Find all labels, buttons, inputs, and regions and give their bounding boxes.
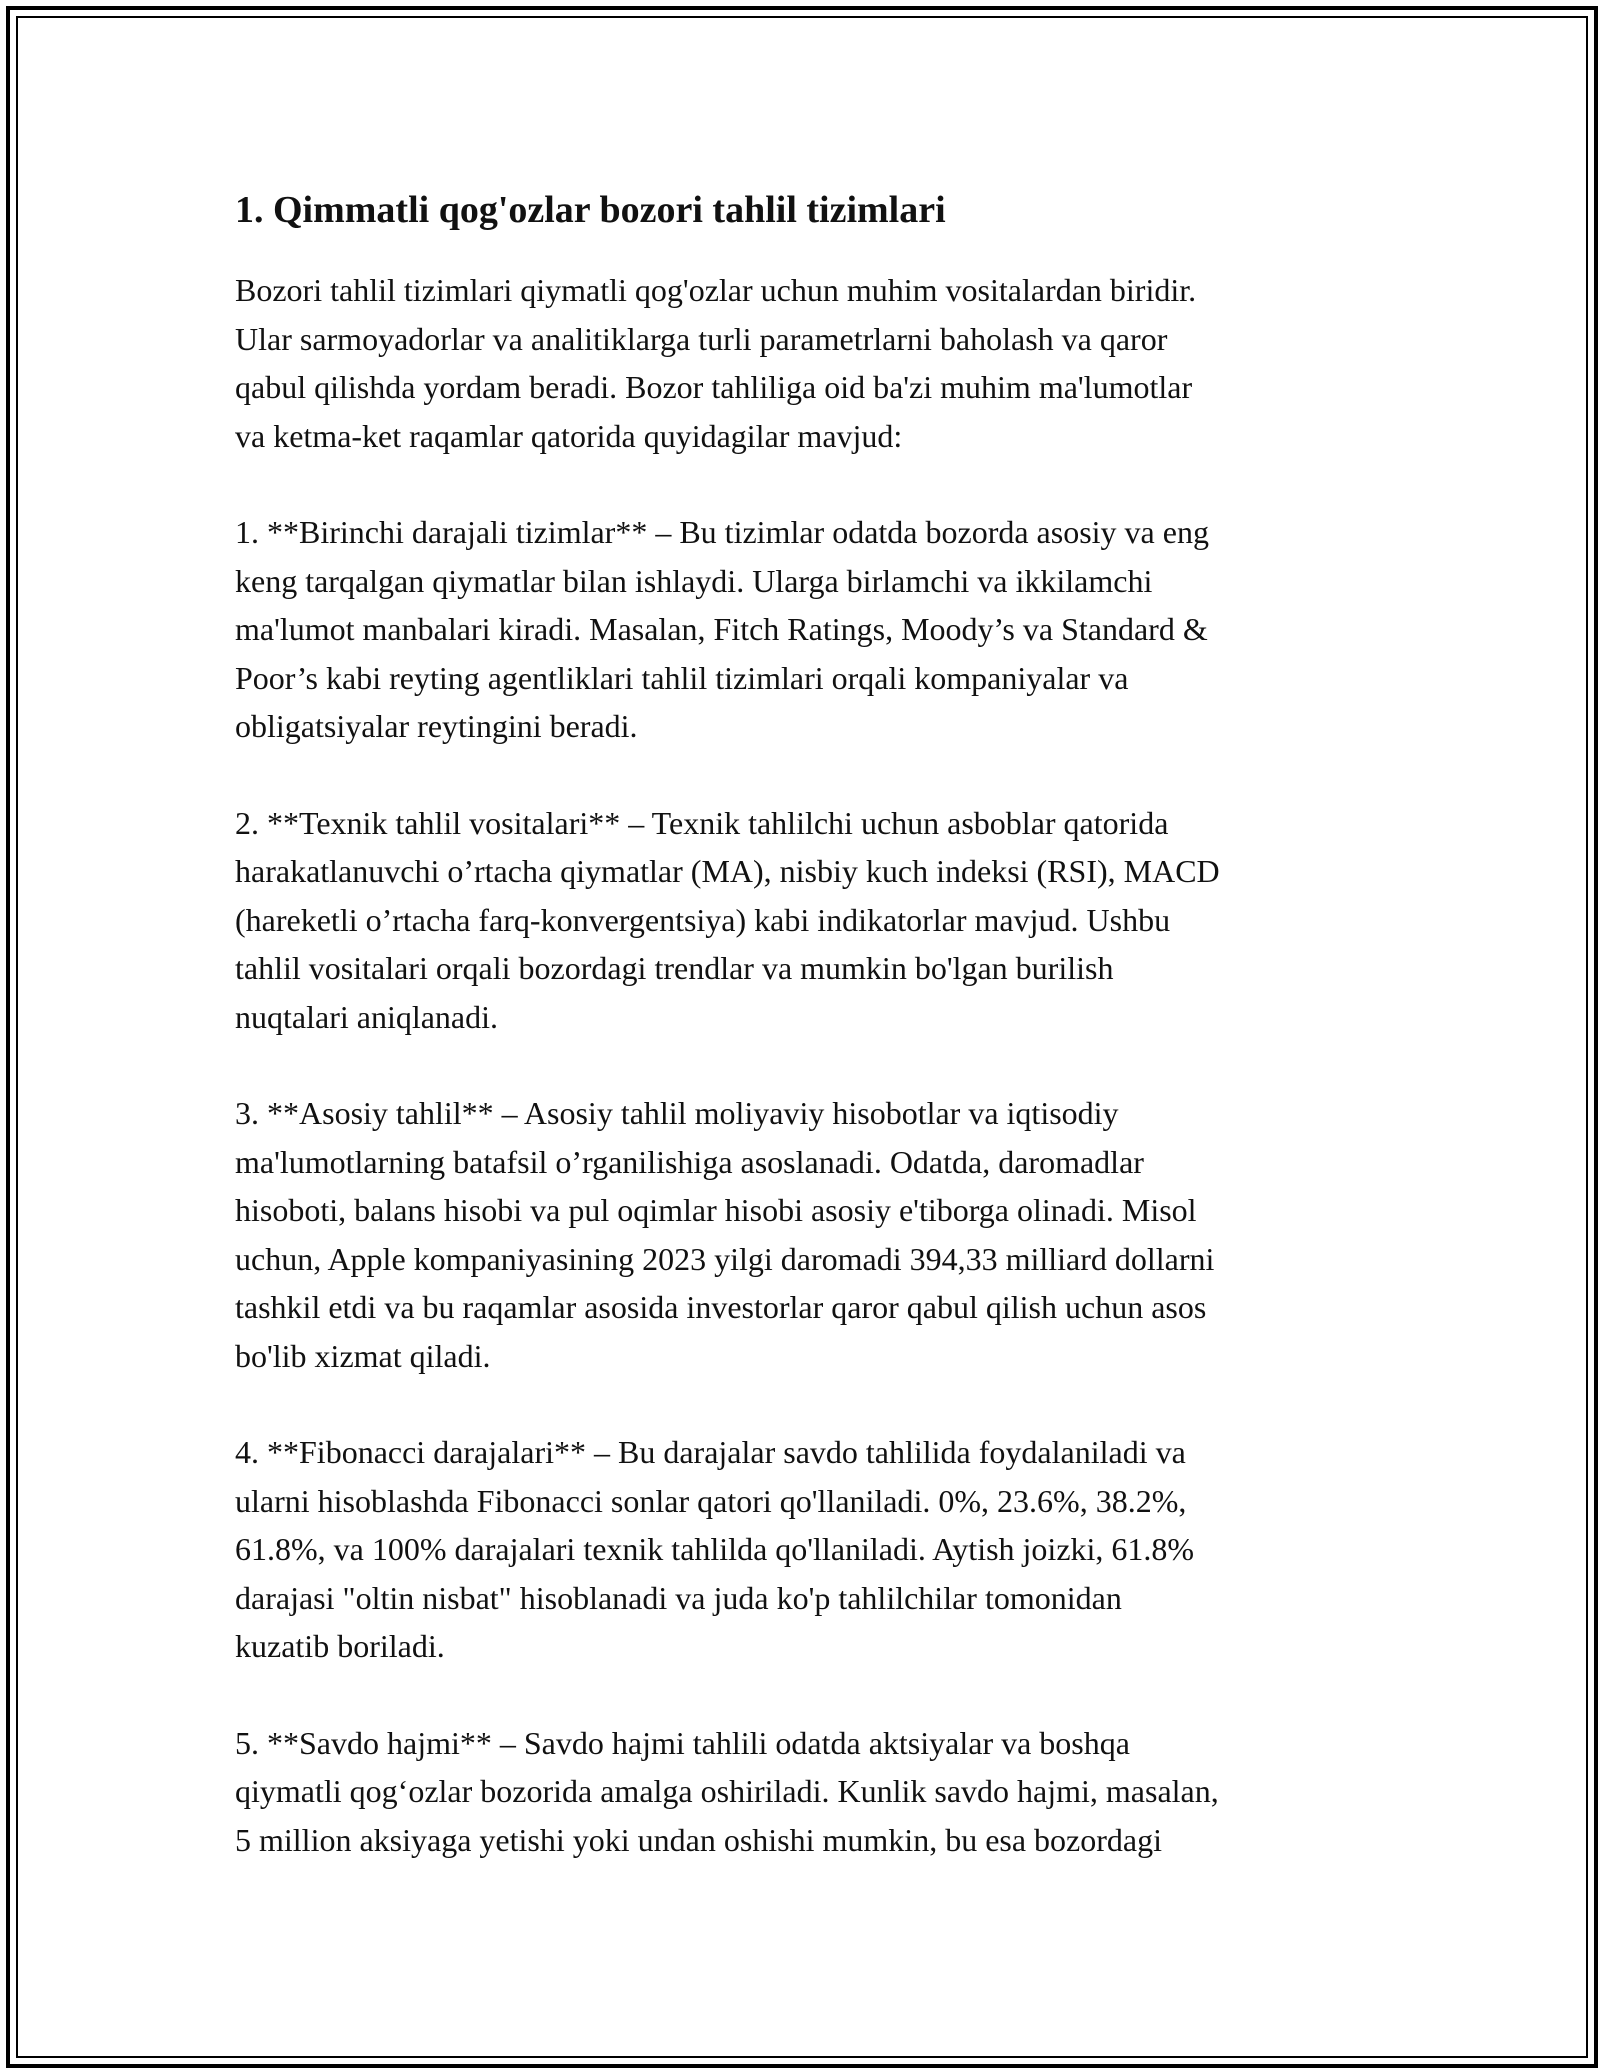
intro-paragraph: Bozori tahlil tizimlari qiymatli qog'ozlar uchun muhim vositalardan biridir. Ular sarmoyadorlar va analitiklarga turli parametrlarni baholash va qaror qabul qilishda yordam beradi. Bozor tahliliga oid ba'zi muhim ma'lumotlar va ketma-ket raqamlar qatorida quyidagilar mavjud: bbox=[235, 272, 1197, 454]
list-item-2: 2. **Texnik tahlil vositalari** – Texnik tahlilchi uchun asboblar qatorida harakatlanuvchi o’rtacha qiymatlar (MA), nisbiy kuch indeksi (RSI), MACD (hareketli o’rtacha farq-konvergentsiya) kabi indikatorlar mavjud. Ushbu tahlil vositalari orqali bozordagi trendlar va mumkin bo'lgan burilish nuqtalari aniqlanadi. bbox=[235, 804, 1220, 1035]
list-item-5: 5. **Savdo hajmi** – Savdo hajmi tahlili odatda aktsiyalar va boshqa qiymatli qog‘ozlar bozorida amalga oshiriladi. Kunlik savdo hajmi, masalan, 5 million aksiyaga yetishi yoki undan oshishi mumkin, bu esa bozordagi bbox=[235, 1724, 1219, 1858]
list-item-4: 4. **Fibonacci darajalari** – Bu darajalar savdo tahlilida foydalaniladi va ularni hisoblashda Fibonacci sonlar qatori qo'llaniladi. 0%, 23.6%, 38.2%, 61.8%, va 100% darajalari texnik tahlilda qo'llaniladi. Aytish joizki, 61.8% darajasi "oltin nisbat" hisoblanadi va juda ko'p tahlilchilar tomonidan kuzatib boriladi. bbox=[235, 1434, 1195, 1664]
list-item-1: 1. **Birinchi darajali tizimlar** – Bu tizimlar odatda bozorda asosiy va eng keng tarqalgan qiymatlar bilan ishlaydi. Ularga birlamchi va ikkilamchi ma'lumot manbalari kiradi. Masalan, Fitch Ratings, Moody’s va Standard & Poor’s kabi reyting agentliklari tahlil tizimlari orqali kompaniyalar va obligatsiyalar reytingini beradi. bbox=[235, 514, 1209, 744]
page-title: 1. Qimmatli qog'ozlar bozori tahlil tizimlari bbox=[235, 189, 946, 231]
document-body bbox=[235, 186, 1375, 1912]
list-item-3: 3. **Asosiy tahlil** – Asosiy tahlil moliyaviy hisobotlar va iqtisodiy ma'lumotlarning batafsil o’rganilishiga asoslanadi. Odatda, daromadlar hisoboti, balans hisobi va pul oqimlar hisobi asosiy e'tiborga olinadi. Misol uchun, Apple kompaniyasining 2023 yilgi daromadi 394,33 milliard dollarni tashkil etdi va bu raqamlar asosida investorlar qaror qabul qilish uchun asos bo'lib xizmat qiladi. bbox=[235, 1095, 1215, 1374]
